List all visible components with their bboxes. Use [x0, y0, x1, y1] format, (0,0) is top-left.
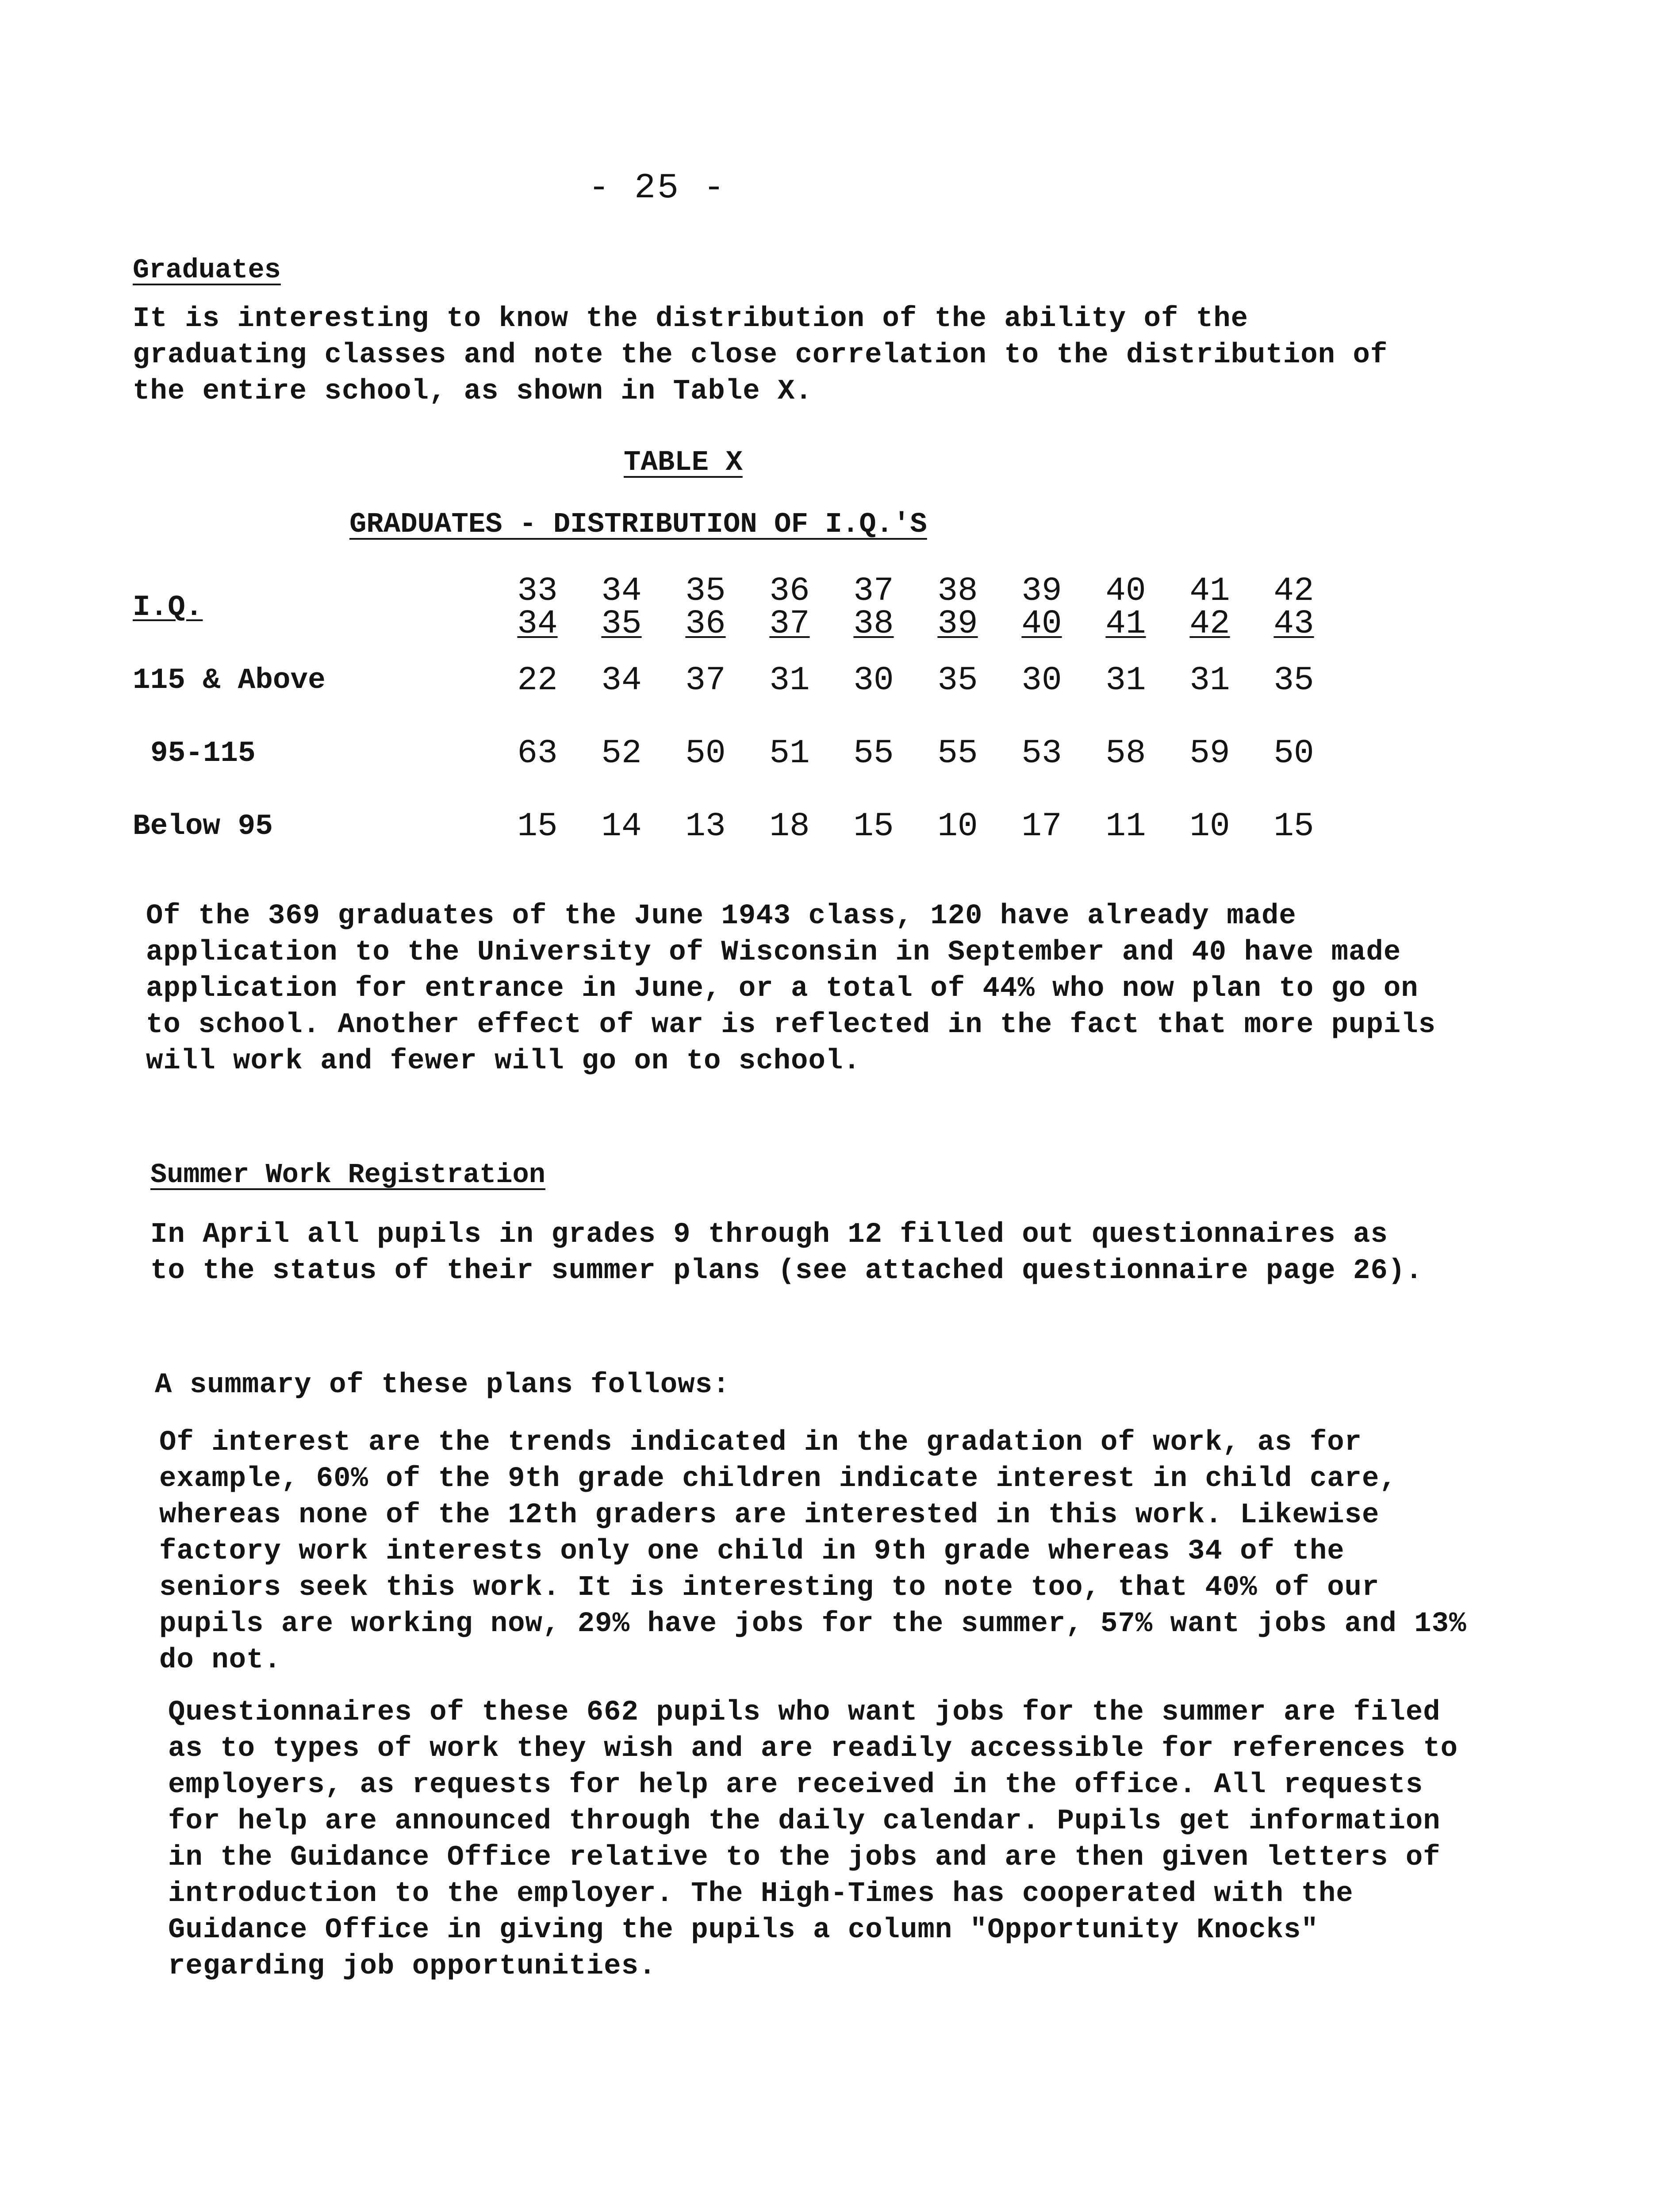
summer-paragraph-4: Questionnaires of these 662 pupils who want jobs for the summer are filed as to types of work they wish and are readily accessible for references to employers, as requests for help are received in the office. All requests for help are announced through the daily calendar. Pupils get information in the Guidance Office relative to the jobs and are then given letters of introduction to the employer. The High-Times has cooperated with the Guidance Office in giving the pupils a column "Opportunity Knocks" regarding job opportunities.	[168, 1697, 1458, 1982]
table-cell: 35	[937, 661, 978, 699]
table-cell: 58	[1105, 734, 1146, 772]
table-row	[133, 717, 1336, 790]
summer-paragraph-2: A summary of these plans follows:	[155, 1369, 730, 1401]
class-year-end: 37	[769, 604, 810, 643]
table-cell: 18	[769, 807, 810, 845]
table-header-row	[133, 571, 1336, 644]
table-cell: 37	[685, 661, 726, 699]
class-year-start: 35	[685, 572, 726, 610]
page-number: - 25 -	[588, 168, 727, 208]
class-column-header	[748, 571, 832, 644]
class-year-end: 39	[937, 604, 978, 643]
table-cell: 50	[685, 734, 726, 772]
class-year-start: 41	[1189, 572, 1230, 610]
table-cell: 14	[601, 807, 642, 845]
class-year-start: 42	[1273, 572, 1314, 610]
class-year-end: 41	[1105, 604, 1146, 643]
class-year-end: 43	[1273, 604, 1314, 643]
class-year-start: 36	[769, 572, 810, 610]
class-year-start: 34	[601, 572, 642, 610]
table-cell: 11	[1105, 807, 1146, 845]
class-year-end: 38	[853, 604, 894, 643]
class-column-header	[1000, 571, 1084, 644]
table-cell: 55	[937, 734, 978, 772]
class-column-header	[495, 571, 579, 644]
table-cell: 31	[1189, 661, 1230, 699]
table-cell: 50	[1273, 734, 1314, 772]
table-cell: 17	[1021, 807, 1062, 845]
class-year-end: 40	[1021, 604, 1062, 643]
summer-paragraph-3: Of interest are the trends indicated in the gradation of work, as for example, 60% of the 9th grade children indicate interest in child care, whereas none of the 12th graders are interested in this work. Likewise factory work interests only one child in 9th grade whereas 34 of the seniors seek this work. It is interesting to note too, that 40% of our pupils are working now, 29% have jobs for the summer, 57% want jobs and 13% do not.	[159, 1427, 1467, 1676]
class-column-header	[832, 571, 916, 644]
table-cell: 55	[853, 734, 894, 772]
iq-column-label	[133, 571, 495, 644]
table-cell: 30	[1021, 661, 1062, 699]
class-year-end: 35	[601, 604, 642, 643]
class-year-start: 33	[517, 572, 558, 610]
class-column-header	[1252, 571, 1336, 644]
row-label: 115 & Above	[133, 664, 326, 697]
table-cell: 52	[601, 734, 642, 772]
table-row	[133, 790, 1336, 863]
graduates-heading: Graduates	[133, 254, 281, 286]
table-row	[133, 644, 1336, 717]
class-column-header	[1084, 571, 1168, 644]
row-label: Below 95	[133, 810, 273, 843]
table-cell: 34	[601, 661, 642, 699]
table-cell: 10	[1189, 807, 1230, 845]
summer-paragraph-1: In April all pupils in grades 9 through 12 filled out questionnaires as to the status of their summer plans (see attached questionnaire page 26).	[150, 1219, 1423, 1287]
table-cell: 51	[769, 734, 810, 772]
class-year-start: 37	[853, 572, 894, 610]
table-cell: 30	[853, 661, 894, 699]
table-label: TABLE X	[624, 447, 743, 479]
table-cell: 13	[685, 807, 726, 845]
graduates-intro-paragraph: It is interesting to know the distribution of the ability of the graduating classes and note the close correlation to the distribution of the entire school, as shown in Table X.	[133, 303, 1388, 407]
class-year-end: 42	[1189, 604, 1230, 643]
class-column-header	[663, 571, 748, 644]
class-column-header	[916, 571, 1000, 644]
table-title: GRADUATES - DISTRIBUTION OF I.Q.'S	[349, 509, 927, 541]
class-year-start: 40	[1105, 572, 1146, 610]
iq-label: I.Q.	[133, 591, 203, 624]
class-year-end: 34	[517, 604, 558, 643]
class-column-header	[579, 571, 663, 644]
table-cell: 15	[853, 807, 894, 845]
class-year-end: 36	[685, 604, 726, 643]
table-cell: 15	[517, 807, 558, 845]
summer-work-heading: Summer Work Registration	[150, 1159, 545, 1190]
table-cell: 59	[1189, 734, 1230, 772]
row-label: 95-115	[150, 737, 256, 770]
class-year-start: 38	[937, 572, 978, 610]
class-column-header	[1168, 571, 1252, 644]
class-year-start: 39	[1021, 572, 1062, 610]
table-cell: 10	[937, 807, 978, 845]
table-cell: 31	[1105, 661, 1146, 699]
table-cell: 31	[769, 661, 810, 699]
table-cell: 35	[1273, 661, 1314, 699]
table-cell: 63	[517, 734, 558, 772]
iq-distribution-table	[133, 571, 1336, 863]
table-cell: 22	[517, 661, 558, 699]
table-cell: 15	[1273, 807, 1314, 845]
table-cell: 53	[1021, 734, 1062, 772]
graduates-followup-paragraph: Of the 369 graduates of the June 1943 class, 120 have already made application to the University of Wisconsin in September and 40 have made application for entrance in June, or a total of 44% who now plan to go on to school. Another effect of war is reflected in the fact that more pupils will work and fewer will go on to school.	[146, 900, 1436, 1077]
